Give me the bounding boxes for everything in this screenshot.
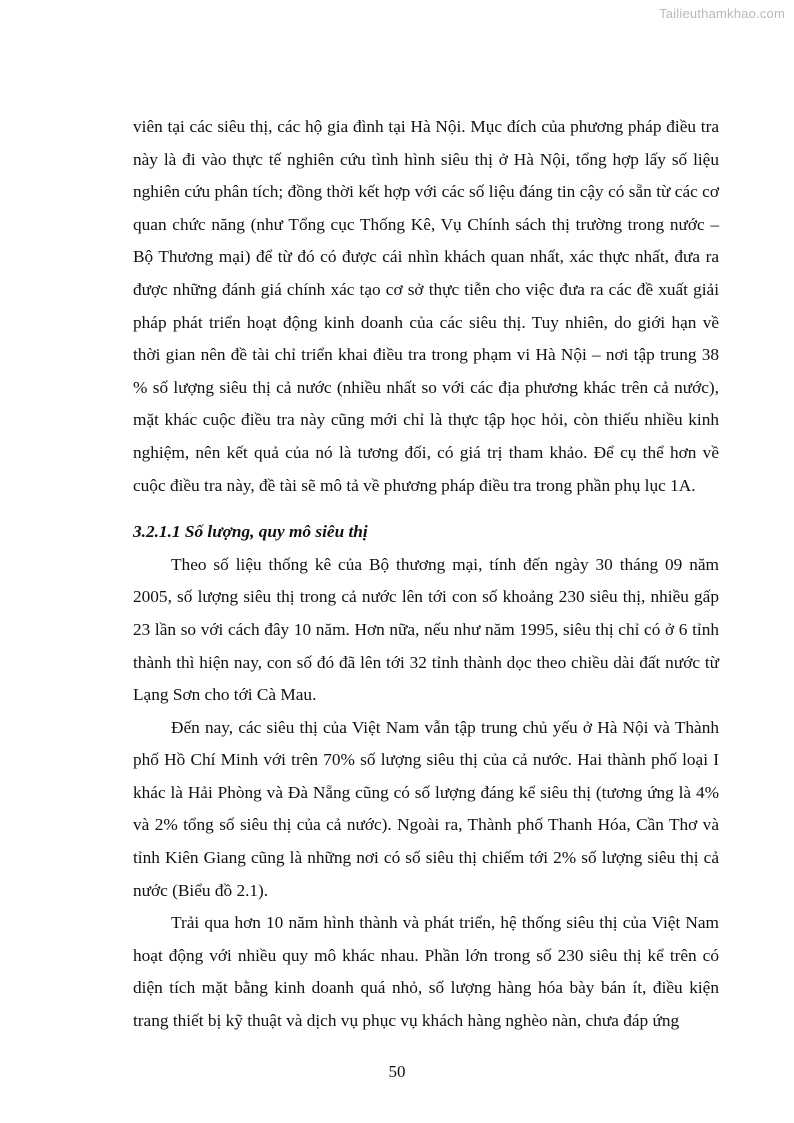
paragraph-supermarket-scale: Trải qua hơn 10 năm hình thành và phát triển, hệ thống siêu thị của Việt Nam hoạt động với nhiều quy mô khác nhau. Phần lớn trong số 230 siêu thị kể trên có diện tích mặt bằng kinh doanh quá nhỏ, số lượng hàng hóa bày bán ít, điều kiện trang thiết bị kỹ thuật và dịch vụ phục vụ khách hàng nghèo nàn, chưa đáp ứng [133,913,719,1031]
paragraph-continuation: viên tại các siêu thị, các hộ gia đình tại Hà Nội. Mục đích của phương pháp điều tra này là đi vào thực tế nghiên cứu tình hình siêu thị ở Hà Nội, tổng hợp lấy số liệu nghiên cứu phân tích; đồng thời kết hợp với các số liệu đáng tin cậy có sẵn từ các cơ quan chức năng (như Tổng cục Thống Kê, Vụ Chính sách thị trường trong nước – Bộ Thương mại) để từ đó có được cái nhìn khách quan nhất, xác thực nhất, đưa ra được những đánh giá chính xác tạo cơ sở thực tiễn cho việc đưa ra các đề xuất giải pháp phát triển hoạt động kinh doanh của các siêu thị. Tuy nhiên, do giới hạn về thời gian nên đề tài chỉ triển khai điều tra trong phạm vi Hà Nội – nơi tập trung 38 % số lượng siêu thị cả nước (nhiều nhất so với các địa phương khác trên cả nước), mặt khác cuộc điều tra này cũng mới chỉ là thực tập học hỏi, còn thiếu nhiều kinh nghiệm, nên kết quả của nó là tương đối, có giá trị tham khảo. Để cụ thể hơn về cuộc điều tra này, đề tài sẽ mô tả về phương pháp điều tra trong phần phụ lục 1A. [133,117,719,495]
paragraph-supermarket-distribution: Đến nay, các siêu thị của Việt Nam vẫn tập trung chủ yếu ở Hà Nội và Thành phố Hồ Chí Minh với trên 70% số lượng siêu thị của cả nước. Hai thành phố loại I khác là Hải Phòng và Đà Nẵng cũng có số lượng đáng kể siêu thị (tương ứng là 4% và 2% tổng số siêu thị của cả nước). Ngoài ra, Thành phố Thanh Hóa, Cần Thơ và tỉnh Kiên Giang cũng là những nơi có số siêu thị chiếm tới 2% số lượng siêu thị cả nước (Biểu đồ 2.1). [133,717,719,900]
page-number: 50 [388,1062,406,1081]
paragraph-supermarket-count: Theo số liệu thống kê của Bộ thương mại, tính đến ngày 30 tháng 09 năm 2005, số lượng siêu thị trong cả nước lên tới con số khoảng 230 siêu thị, nhiều gấp 23 lần so với cách đây 10 năm. Hơn nữa, nếu như năm 1995, siêu thị chỉ có ở 6 tỉnh thành thì hiện nay, con số đó đã lên tới 32 tỉnh thành dọc theo chiều dài đất nước từ Lạng Sơn cho tới Cà Mau. [133,554,719,705]
section-heading: 3.2.1.1 Số lượng, quy mô siêu thị [133,522,368,542]
watermark: Tailieuthamkhao.com [659,6,785,21]
document-body [133,111,719,1038]
